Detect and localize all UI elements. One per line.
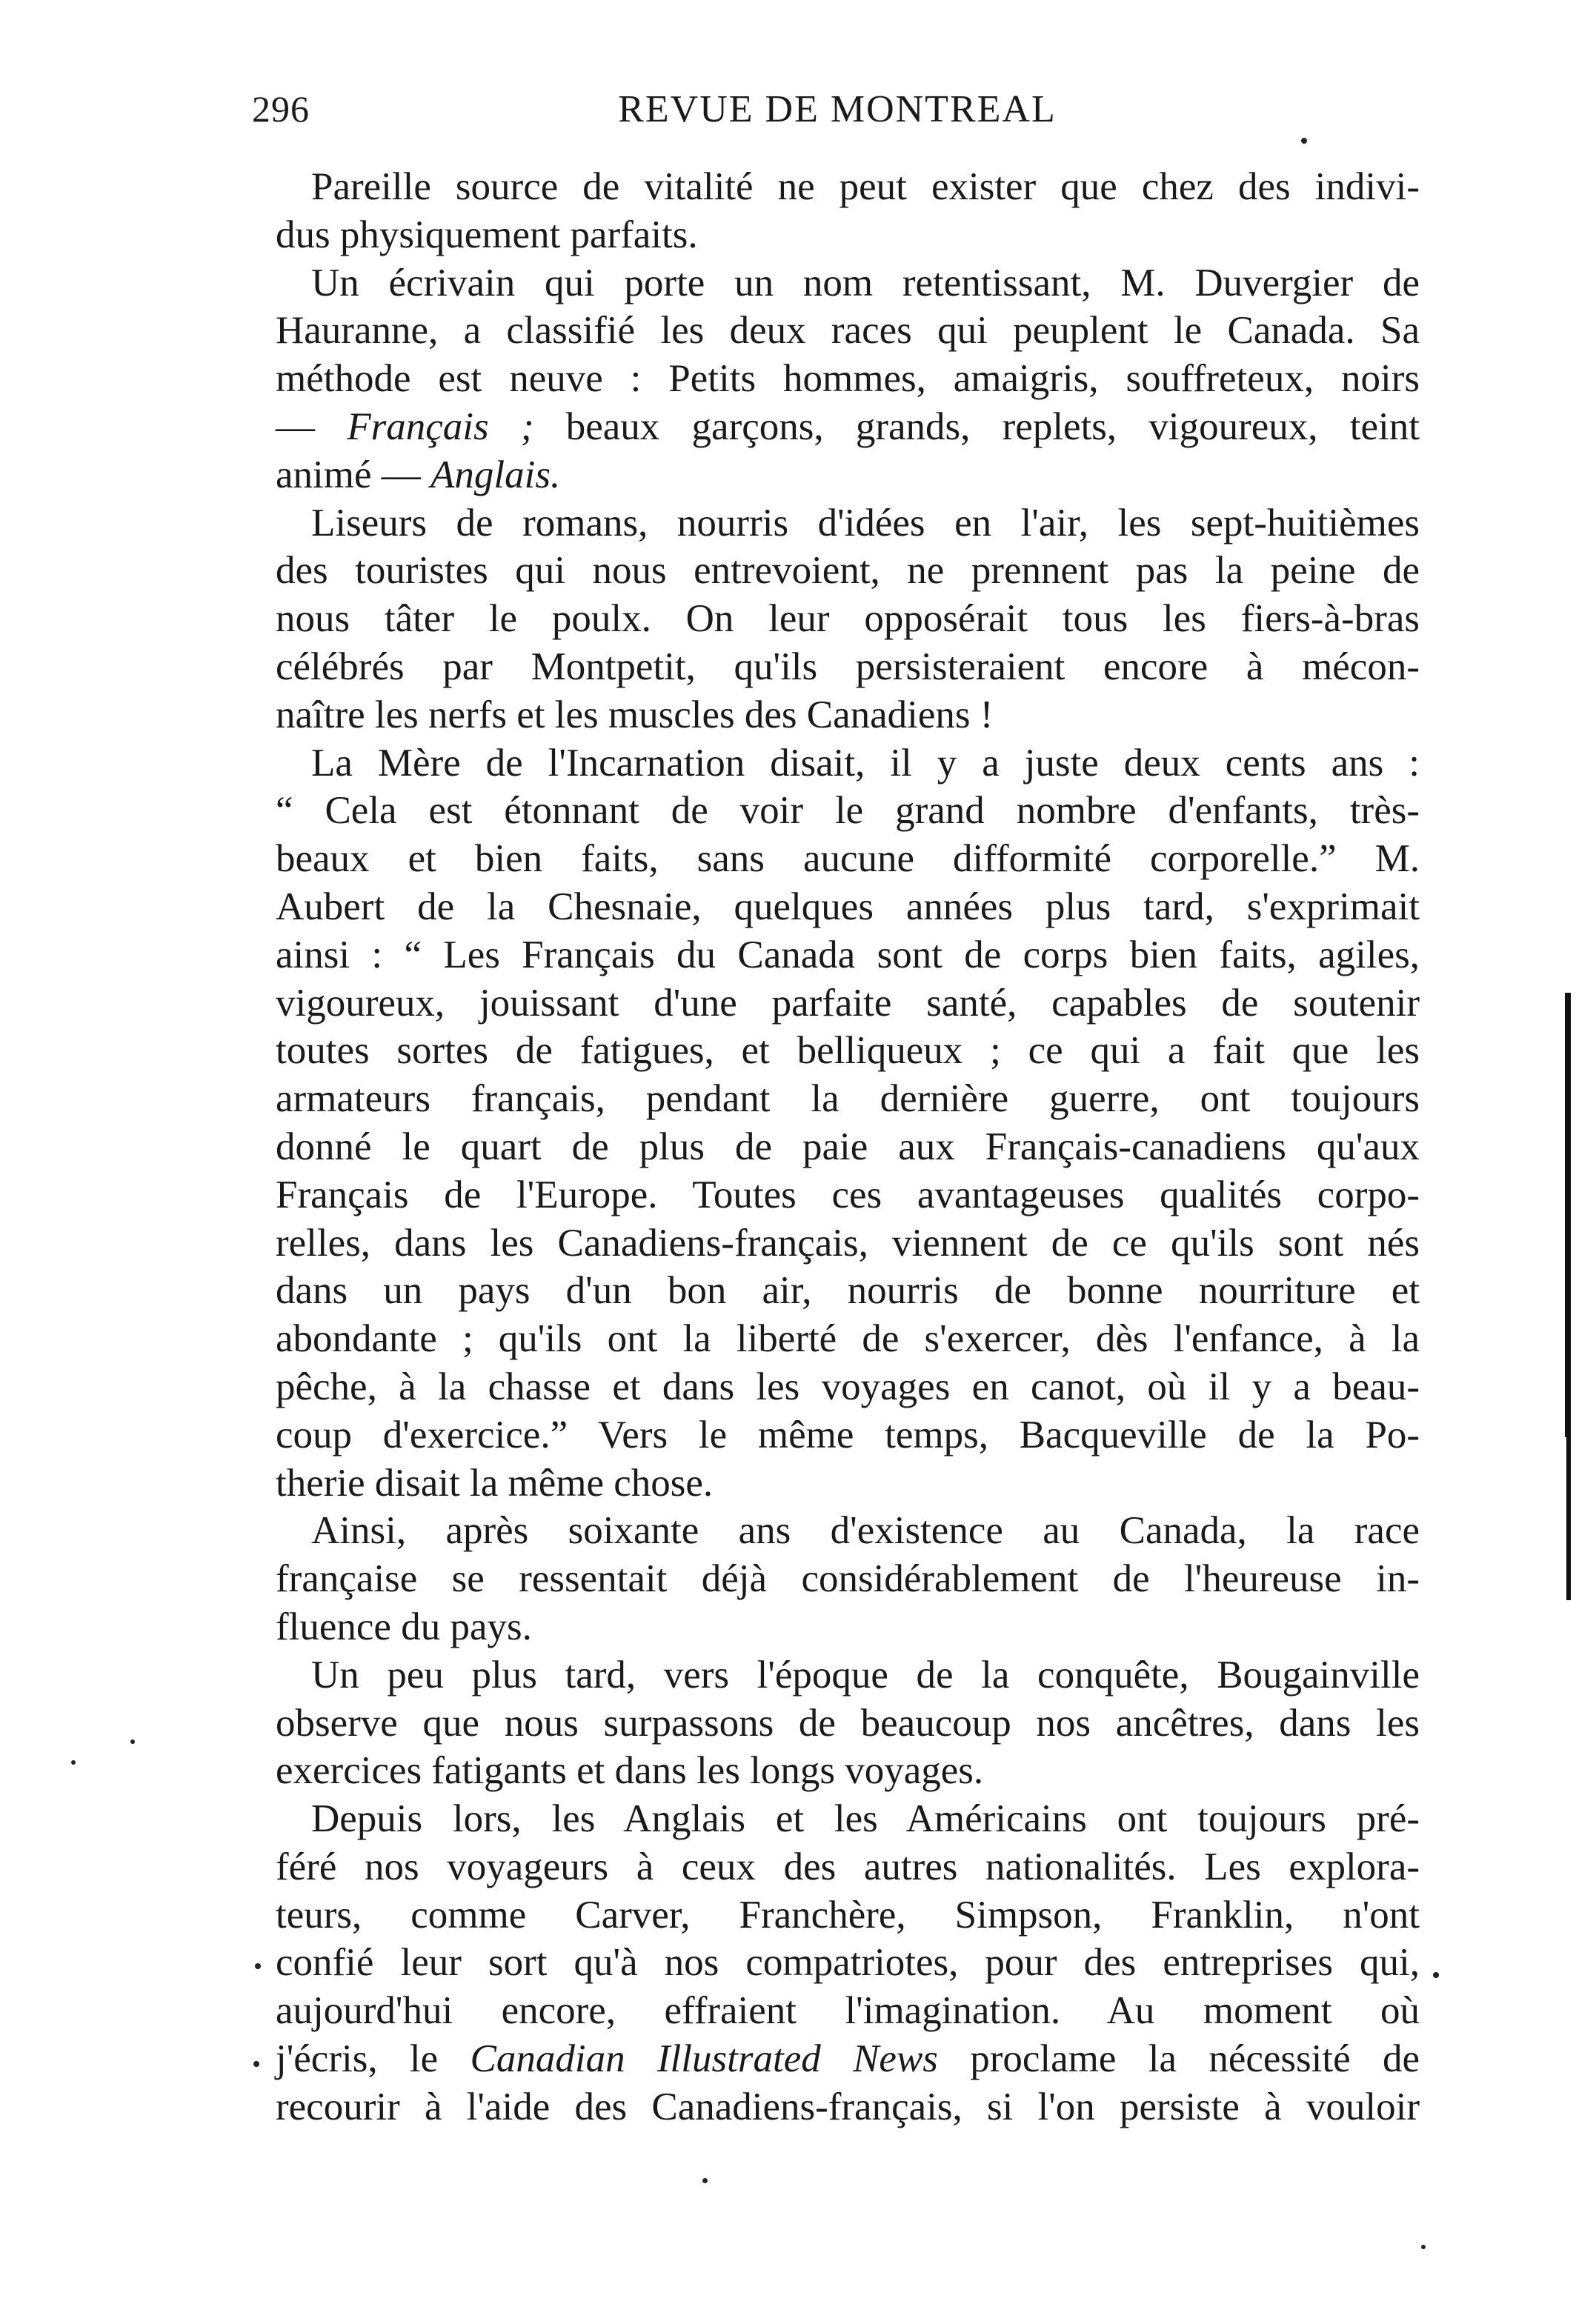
text-line: dans un pays d'un bon air, nourris de bonne nourriture et: [276, 1269, 1420, 1313]
text-line: Ainsi, après soixante ans d'existence au Canada, la race: [311, 1509, 1420, 1553]
text-line: exercices fatigants et dans les longs voyages.: [276, 1749, 984, 1793]
text-line: naître les nerfs et les muscles des Canadiens !: [276, 693, 994, 736]
text-line: toutes sortes de fatigues, et belliqueux ; ce qui a fait que les: [276, 1029, 1420, 1073]
running-title: REVUE DE MONTREAL: [618, 88, 1057, 130]
text-line: Liseurs de romans, nourris d'idées en l'air, les sept-huitièmes: [311, 501, 1420, 545]
text-line: teurs, comme Carver, Franchère, Simpson, Franklin, n'ont: [276, 1893, 1420, 1937]
text-line: féré nos voyageurs à ceux des autres nationalités. Les explora-: [276, 1845, 1420, 1888]
text-line: therie disait la même chose.: [276, 1461, 714, 1505]
text-line: méthode est neuve : Petits hommes, amaigris, souffreteux, noirs: [276, 357, 1420, 401]
italic-text: Français ;: [347, 404, 534, 448]
text-line: Aubert de la Chesnaie, quelques années plus tard, s'exprimait: [276, 885, 1420, 928]
scan-speck: [702, 2178, 708, 2183]
text-line: donné le quart de plus de paie aux Français-canadiens qu'aux: [276, 1125, 1420, 1168]
running-head: [252, 87, 1423, 132]
text-segment: j'écris, le: [276, 2037, 471, 2081]
text-segment: —: [276, 404, 348, 448]
text-line: Français de l'Europe. Toutes ces avantageuses qualités corpo-: [276, 1173, 1420, 1216]
text-line: Depuis lors, les Anglais et les Américains ont toujours pré-: [311, 1797, 1420, 1841]
text-line: dus physiquement parfaits.: [276, 213, 698, 256]
text-line: ainsi : “ Les Français du Canada sont de corps bien faits, agiles,: [276, 933, 1420, 976]
scan-speck: [1301, 138, 1307, 144]
body-text: [276, 163, 1420, 2131]
text-line: Un écrivain qui porte un nom retentissant, M. Duvergier de: [311, 261, 1420, 304]
scan-speck: [1421, 2245, 1426, 2249]
scan-speck: [130, 1739, 135, 1744]
text-line: abondante ; qu'ils ont la liberté de s'exercer, dès l'enfance, à la: [276, 1317, 1420, 1361]
text-line: La Mère de l'Incarnation disait, il y a juste deux cents ans :: [311, 741, 1420, 785]
italic-text: Anglais.: [430, 453, 561, 496]
text-line: recourir à l'aide des Canadiens-français, si l'on persiste à vouloir: [276, 2085, 1420, 2128]
scan-speck: [253, 2061, 259, 2067]
text-line: fluence du pays.: [276, 1605, 532, 1648]
italic-text: Canadian Illustrated News: [470, 2037, 938, 2081]
text-line: célébrés par Montpetit, qu'ils persisteraient encore à mécon-: [276, 645, 1420, 688]
text-line: [276, 2035, 1420, 2083]
text-line: beaux et bien faits, sans aucune difformité corporelle.” M.: [276, 837, 1420, 881]
text-line: [276, 451, 1420, 499]
text-line: pêche, à la chasse et dans les voyages en canot, où il y a beau-: [276, 1365, 1420, 1408]
text-line: nous tâter le poulx. On leur opposérait tous les fiers-à-bras: [276, 597, 1420, 641]
page-number: 296: [252, 88, 310, 130]
text-line: des touristes qui nous entrevoient, ne prennent pas la peine de: [276, 549, 1420, 593]
text-line: vigoureux, jouissant d'une parfaite santé, capables de soutenir: [276, 981, 1420, 1025]
scan-edge-mark: [1565, 993, 1571, 1437]
text-line: [276, 403, 1420, 451]
scan-edge-mark: [1566, 1437, 1571, 1600]
text-line: observe que nous surpassons de beaucoup nos ancêtres, dans les: [276, 1701, 1420, 1745]
text-line: Hauranne, a classifié les deux races qui peuplent le Canada. Sa: [276, 309, 1420, 353]
scan-speck: [1433, 1972, 1439, 1978]
text-segment: proclame la nécessité de: [937, 2037, 1420, 2081]
text-segment: animé —: [276, 453, 430, 496]
text-line: aujourd'hui encore, effraient l'imagination. Au moment où: [276, 1989, 1420, 2033]
text-line: Pareille source de vitalité ne peut exister que chez des indivi-: [311, 165, 1420, 208]
text-line: relles, dans les Canadiens-français, viennent de ce qu'ils sont nés: [276, 1221, 1420, 1265]
scan-speck: [255, 1963, 261, 1969]
text-line: française se ressentait déjà considérablement de l'heureuse in-: [276, 1557, 1420, 1601]
text-line: armateurs français, pendant la dernière guerre, ont toujours: [276, 1077, 1420, 1121]
text-line: coup d'exercice.” Vers le même temps, Bacqueville de la Po-: [276, 1413, 1420, 1456]
text-line: Un peu plus tard, vers l'époque de la conquête, Bougainville: [311, 1653, 1420, 1697]
text-line: “ Cela est étonnant de voir le grand nombre d'enfants, très-: [276, 789, 1420, 833]
text-line: confié leur sort qu'à nos compatriotes, pour des entreprises qui,: [276, 1941, 1420, 1985]
text-segment: beaux garçons, grands, replets, vigoureux, teint: [533, 404, 1420, 448]
scan-speck: [71, 1760, 76, 1765]
